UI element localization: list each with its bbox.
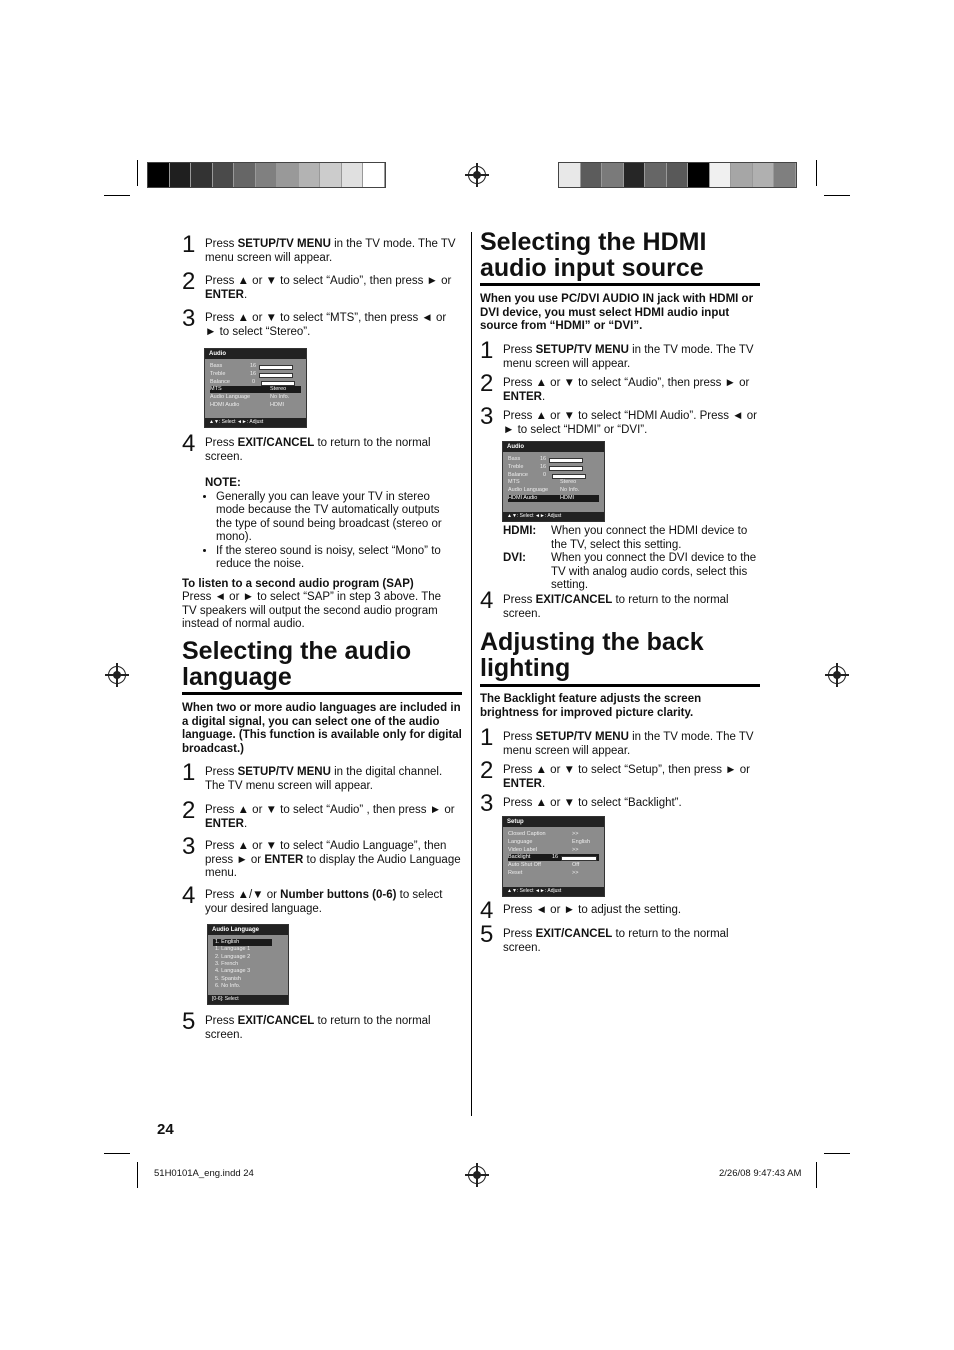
menu-row [508,472,599,479]
level-bar [259,373,293,378]
step-number: 1 [182,231,196,258]
language-label: 2. Language 2 [215,953,251,960]
screen-footer: [0-6]: Select [208,995,288,1004]
footer-timestamp: 2/26/08 9:47:43 AM [719,1168,802,1179]
column-divider [471,232,472,1116]
screen-footer: ▲▼: Select ◄►: Adjust [503,512,604,521]
language-label: 3. French [215,960,239,967]
menu-row [508,847,599,854]
step-text: Press ▲ or ▼ to select “Audio”, then press ► or ENTER. [205,275,452,301]
crop-mark [824,1153,850,1154]
language-option [213,976,272,983]
menu-label: Video Label [508,846,537,853]
step-text: Press ▲ or ▼ to select “Audio”, then press ► or ENTER. [503,377,750,403]
language-option [213,954,272,961]
menu-row [210,379,301,386]
language-label: 6. No Info. [215,982,241,989]
footer-file: 51H0101A_eng.indd 24 [154,1168,254,1179]
page-number: 24 [157,1121,174,1138]
definition-desc: When you connect the HDMI device to the TV, select this setting. [551,525,748,551]
crop-mark [137,1162,138,1188]
step-text: Press ◄ or ► to adjust the setting. [503,904,682,916]
step-number: 3 [182,833,196,860]
crop-mark [824,195,850,196]
step-number: 1 [480,337,494,364]
menu-value: >> [572,831,579,837]
color-swatch [170,163,192,187]
definition-term: HDMI: [503,525,537,537]
color-swatch [731,163,753,187]
registration-mark-bottom [468,1166,486,1184]
menu-row [508,495,599,502]
step-number: 2 [480,370,494,397]
menu-label: Audio Language [508,487,549,494]
menu-value: Off [572,862,580,869]
step-text: Press SETUP/TV MENU in the TV mode. The TV menu screen will appear. [503,344,754,370]
language-option [213,946,272,953]
step-text: Press EXIT/CANCEL to return to the normal screen. [205,437,431,463]
level-bar [261,381,295,386]
level-bar [552,474,586,479]
audio-language-heading: Selecting the audio language [182,637,412,691]
crop-mark [104,1153,130,1154]
color-swatch [256,163,278,187]
step-number: 4 [480,897,494,924]
audio-menu-screen [204,348,307,428]
level-bar [259,365,293,370]
menu-value: HDMI [270,402,285,408]
step [480,724,762,758]
menu-row [210,371,301,378]
menu-label: Backlight [508,854,531,861]
step [182,430,460,464]
step [480,403,762,437]
step-text: Press ▲ or ▼ to select “HDMI Audio”. Press ◄ or ► to select “HDMI” or “DVI”. [503,410,757,436]
step [480,587,762,621]
menu-value: Stereo [560,479,577,486]
color-swatch [277,163,299,187]
step-number: 5 [182,1008,196,1035]
menu-label: MTS [508,479,520,486]
menu-row [508,870,599,877]
menu-value: >> [572,870,579,876]
step-text: Press ▲ or ▼ to select “Audio” , then press ► or ENTER. [205,804,455,830]
menu-value: 0 [252,378,256,385]
color-swatch [213,163,235,187]
menu-row [508,854,599,861]
color-swatch [148,163,170,187]
menu-label: HDMI Audio [508,495,538,501]
menu-value: 16 [540,456,547,462]
setup-menu-screen [502,816,605,897]
definition-desc: When you connect the DVI device to the TV with analog audio cords, select this setting. [551,552,757,591]
crop-mark [816,160,817,186]
step-text: Press EXIT/CANCEL to return to the normal screen. [205,1015,431,1041]
note-item: • If the stereo sound is noisy, select “Mono” to reduce the noise. [216,545,450,572]
step-number: 5 [480,921,494,948]
screen-title: Audio [205,349,306,359]
menu-value: Stereo [270,386,287,393]
menu-row [210,386,301,393]
language-option [213,983,272,990]
menu-value: HDMI [560,495,575,501]
level-bar [561,856,597,861]
menu-label: Audio Language [210,394,251,401]
step [182,1008,464,1042]
step [182,305,460,339]
note-item: • Generally you can leave your TV in stereo mode because the TV automatically outputs the type of sound being broadcast (stereo or mono). [216,491,450,545]
menu-label: Auto Shut Off [508,862,541,869]
menu-value: No Info. [270,394,290,401]
step-text: Press SETUP/TV MENU in the TV mode. The TV menu screen will appear. [503,731,754,757]
audio-language-lead: When two or more audio languages are included in a digital signal, you can select one of the audio language. (This function is available only for digital broadcast.) [182,702,462,755]
sap-title: To listen to a second audio program (SAP) [182,578,414,590]
registration-mark-right [828,666,846,684]
step-number: 2 [182,268,196,295]
step-text: Press EXIT/CANCEL to return to the normal screen. [503,928,729,954]
step [480,337,762,371]
step [182,833,464,881]
color-swatch [559,163,581,187]
hdmi-audio-screen [502,441,605,522]
language-option [213,961,272,968]
audio-language-screen [207,924,289,1005]
step [182,797,464,831]
color-bar-right [558,162,797,188]
note-title: NOTE: [205,477,241,489]
menu-row [508,456,599,463]
step [182,231,460,265]
step [480,757,762,791]
step-text: Press SETUP/TV MENU in the TV mode. The TV menu screen will appear. [205,238,456,264]
language-label: 5. Spanish [215,975,241,982]
screen-title: Audio [503,442,604,452]
step-text: Press ▲/▼ or Number buttons (0-6) to select your desired language. [205,889,443,915]
registration-mark-top [468,166,486,184]
color-swatch [234,163,256,187]
color-swatch [363,163,385,187]
step [480,921,762,955]
screen-footer: ▲▼: Select ◄►: Adjust [503,887,604,896]
color-swatch [581,163,603,187]
hdmi-heading: Selecting the HDMI audio input source [480,228,707,282]
definition [503,525,761,552]
menu-row [508,487,599,494]
step-text: Press ▲ or ▼ to select “Backlight”. [503,797,682,809]
step [480,790,762,817]
menu-label: Bass [508,456,521,462]
color-swatch [710,163,732,187]
color-swatch [645,163,667,187]
menu-label: Reset [508,870,523,876]
step-number: 1 [182,759,196,786]
menu-label: Language [508,838,533,845]
menu-value: 0 [543,471,547,478]
step-text: Press EXIT/CANCEL to return to the normal screen. [503,594,729,620]
menu-row [508,479,599,486]
menu-value: 16 [250,370,257,377]
heading-rule [480,684,760,687]
screen-title: Audio Language [208,925,288,935]
color-swatch [191,163,213,187]
menu-row [508,831,599,838]
menu-value: >> [572,846,579,853]
step-text: Press SETUP/TV MENU in the digital channel. The TV menu screen will appear. [205,766,443,792]
color-swatch [667,163,689,187]
step [480,897,762,924]
step-text: Press ▲ or ▼ to select “Setup”, then press ► or ENTER. [503,764,750,790]
menu-row [210,363,301,370]
screen-footer: ▲▼: Select ◄►: Adjust [205,418,306,427]
level-bar [549,458,583,463]
step-number: 4 [182,430,196,457]
color-swatch [688,163,710,187]
color-swatch [602,163,624,187]
registration-mark-left [108,666,126,684]
color-swatch [320,163,342,187]
menu-label: Balance [210,378,230,385]
menu-row [210,394,301,401]
menu-row [210,402,301,409]
language-option [213,939,272,946]
menu-label: MTS [210,386,222,393]
color-swatch [753,163,775,187]
note [205,477,450,572]
menu-value: No Info. [560,487,580,494]
menu-label: Closed Caption [508,831,546,837]
crop-mark [104,195,130,196]
color-swatch [342,163,364,187]
crop-mark [816,1162,817,1188]
color-swatch [299,163,321,187]
menu-label: HDMI Audio [210,402,240,408]
language-label: 1. English [215,939,240,945]
language-label: 1. Language 1 [215,946,251,953]
menu-value: 16 [250,363,257,369]
hdmi-lead: When you use PC/DVI AUDIO IN jack with HDMI or DVI device, you must select HDMI audio input source from “HDMI” or “DVI”. [480,293,754,332]
step-text: Press ▲ or ▼ to select “Audio Language”, then press ► or ENTER to display the Audio Language menu. [205,840,461,879]
step-number: 4 [480,587,494,614]
menu-row [508,464,599,471]
backlight-lead: The Backlight feature adjusts the screen brightness for improved picture clarity. [480,693,702,719]
language-label: 4. Language 3 [215,968,251,975]
color-swatch [624,163,646,187]
step-number: 3 [480,403,494,430]
crop-mark [137,160,138,186]
step-number: 4 [182,882,196,909]
step [182,882,464,916]
step [182,268,460,302]
menu-label: Treble [210,370,226,377]
step-text: Press ▲ or ▼ to select “MTS”, then press ◄ or ► to select “Stereo”. [205,312,447,338]
definition [503,552,761,593]
heading-rule [182,692,462,695]
menu-label: Treble [508,463,524,470]
step-number: 3 [480,790,494,817]
menu-row [508,862,599,869]
menu-row [508,839,599,846]
menu-value: 16 [540,463,547,470]
color-swatch [774,163,796,187]
step-number: 2 [480,757,494,784]
step [182,759,464,793]
color-bar-left [147,162,386,188]
menu-value: English [572,838,591,845]
sap-text: Press ◄ or ► to select “SAP” in step 3 above. The TV speakers will output the second audio program instead of normal audio. [182,591,442,630]
heading-rule [480,283,760,286]
menu-label: Bass [210,363,223,369]
backlight-heading: Adjusting the back lighting [480,628,704,682]
language-option [213,968,272,975]
menu-value: 16 [552,854,559,861]
step-number: 2 [182,797,196,824]
level-bar [549,466,583,471]
step [480,370,762,404]
menu-label: Balance [508,471,528,478]
screen-title: Setup [503,817,604,827]
step-number: 1 [480,724,494,751]
step-number: 3 [182,305,196,332]
definition-term: DVI: [503,552,526,564]
